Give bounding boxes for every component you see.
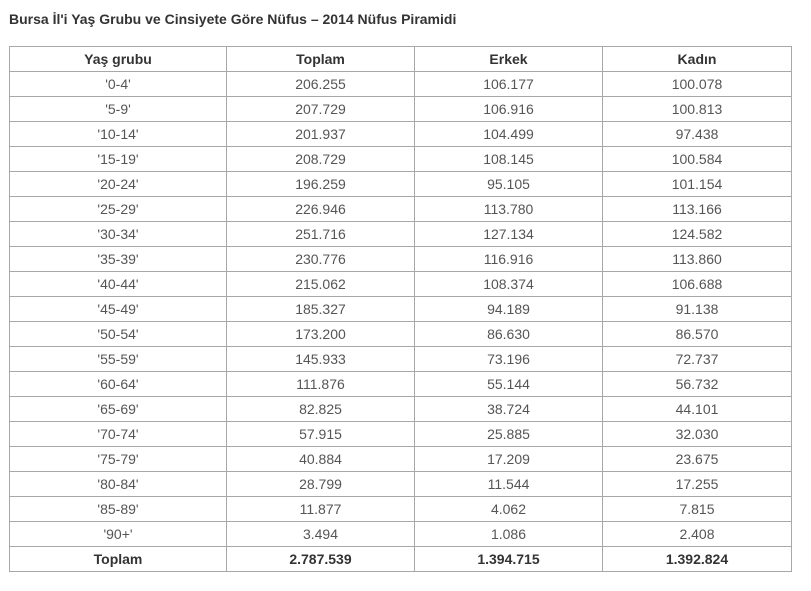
total-cell: 230.776 (227, 247, 415, 272)
female-cell: 17.255 (603, 472, 792, 497)
female-cell: 91.138 (603, 297, 792, 322)
total-cell: 226.946 (227, 197, 415, 222)
male-cell: 127.134 (415, 222, 603, 247)
total-row-female: 1.392.824 (603, 547, 792, 572)
table-row (10, 472, 792, 497)
table-row (10, 347, 792, 372)
female-cell: 7.815 (603, 497, 792, 522)
female-cell: 101.154 (603, 172, 792, 197)
female-cell: 23.675 (603, 447, 792, 472)
female-cell: 100.813 (603, 97, 792, 122)
total-cell: 251.716 (227, 222, 415, 247)
total-cell: 11.877 (227, 497, 415, 522)
age-group-cell: '75-79' (10, 447, 227, 472)
table-row (10, 72, 792, 97)
table-row (10, 272, 792, 297)
table-row (10, 122, 792, 147)
age-group-cell: '40-44' (10, 272, 227, 297)
total-cell: 185.327 (227, 297, 415, 322)
female-cell: 56.732 (603, 372, 792, 397)
page-title: Bursa İl'i Yaş Grubu ve Cinsiyete Göre Nüfus – 2014 Nüfus Piramidi (9, 11, 457, 27)
age-group-cell: '5-9' (10, 97, 227, 122)
male-cell: 108.145 (415, 147, 603, 172)
table-row (10, 247, 792, 272)
male-cell: 73.196 (415, 347, 603, 372)
age-group-cell: '0-4' (10, 72, 227, 97)
female-cell: 86.570 (603, 322, 792, 347)
female-cell: 106.688 (603, 272, 792, 297)
total-cell: 28.799 (227, 472, 415, 497)
female-cell: 113.860 (603, 247, 792, 272)
table-row (10, 447, 792, 472)
age-group-cell: '65-69' (10, 397, 227, 422)
total-cell: 201.937 (227, 122, 415, 147)
male-cell: 17.209 (415, 447, 603, 472)
total-cell: 145.933 (227, 347, 415, 372)
male-cell: 106.177 (415, 72, 603, 97)
column-header-female: Kadın (603, 47, 792, 72)
table-header-row (10, 47, 792, 72)
column-header-age-group: Yaş grubu (10, 47, 227, 72)
male-cell: 104.499 (415, 122, 603, 147)
table-row (10, 522, 792, 547)
female-cell: 113.166 (603, 197, 792, 222)
age-group-cell: '25-29' (10, 197, 227, 222)
table-row (10, 297, 792, 322)
female-cell: 100.584 (603, 147, 792, 172)
age-group-cell: '35-39' (10, 247, 227, 272)
female-cell: 72.737 (603, 347, 792, 372)
male-cell: 113.780 (415, 197, 603, 222)
female-cell: 124.582 (603, 222, 792, 247)
total-cell: 40.884 (227, 447, 415, 472)
column-header-male: Erkek (415, 47, 603, 72)
age-group-cell: '10-14' (10, 122, 227, 147)
male-cell: 106.916 (415, 97, 603, 122)
total-cell: 196.259 (227, 172, 415, 197)
table-row (10, 422, 792, 447)
table-row (10, 497, 792, 522)
total-cell: 206.255 (227, 72, 415, 97)
table-row (10, 397, 792, 422)
total-row-male: 1.394.715 (415, 547, 603, 572)
total-cell: 82.825 (227, 397, 415, 422)
male-cell: 4.062 (415, 497, 603, 522)
male-cell: 1.086 (415, 522, 603, 547)
age-group-cell: '60-64' (10, 372, 227, 397)
age-group-cell: '45-49' (10, 297, 227, 322)
population-table (9, 46, 792, 572)
total-cell: 207.729 (227, 97, 415, 122)
table-row (10, 372, 792, 397)
male-cell: 11.544 (415, 472, 603, 497)
column-header-total: Toplam (227, 47, 415, 72)
male-cell: 95.105 (415, 172, 603, 197)
total-cell: 111.876 (227, 372, 415, 397)
table-row (10, 197, 792, 222)
age-group-cell: '55-59' (10, 347, 227, 372)
total-cell: 173.200 (227, 322, 415, 347)
age-group-cell: '80-84' (10, 472, 227, 497)
table-row (10, 97, 792, 122)
total-row-label: Toplam (10, 547, 227, 572)
table-row (10, 147, 792, 172)
table-row (10, 172, 792, 197)
female-cell: 32.030 (603, 422, 792, 447)
female-cell: 2.408 (603, 522, 792, 547)
total-row (10, 547, 792, 572)
male-cell: 55.144 (415, 372, 603, 397)
male-cell: 86.630 (415, 322, 603, 347)
total-cell: 3.494 (227, 522, 415, 547)
female-cell: 44.101 (603, 397, 792, 422)
total-row-total: 2.787.539 (227, 547, 415, 572)
total-cell: 57.915 (227, 422, 415, 447)
age-group-cell: '70-74' (10, 422, 227, 447)
table-row (10, 222, 792, 247)
male-cell: 108.374 (415, 272, 603, 297)
male-cell: 94.189 (415, 297, 603, 322)
age-group-cell: '90+' (10, 522, 227, 547)
table-row (10, 322, 792, 347)
age-group-cell: '50-54' (10, 322, 227, 347)
female-cell: 100.078 (603, 72, 792, 97)
male-cell: 25.885 (415, 422, 603, 447)
total-cell: 215.062 (227, 272, 415, 297)
age-group-cell: '30-34' (10, 222, 227, 247)
female-cell: 97.438 (603, 122, 792, 147)
age-group-cell: '85-89' (10, 497, 227, 522)
age-group-cell: '15-19' (10, 147, 227, 172)
table-body (10, 72, 792, 572)
male-cell: 116.916 (415, 247, 603, 272)
total-cell: 208.729 (227, 147, 415, 172)
male-cell: 38.724 (415, 397, 603, 422)
age-group-cell: '20-24' (10, 172, 227, 197)
